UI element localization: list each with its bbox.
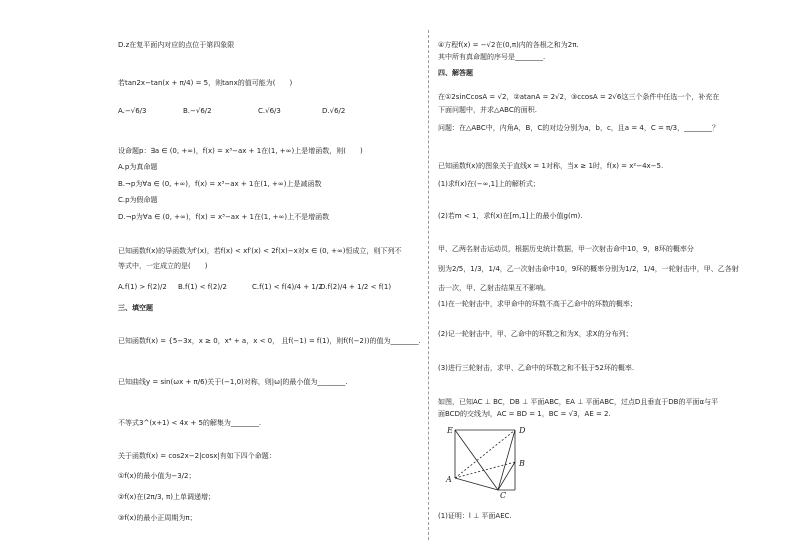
geometry-figure	[440, 420, 540, 500]
question-piecewise: 已知函数f(x) = {5−3x，x ≥ 0，x⁴ + a，x < 0， 且f(−1) = f(1)，则f(f(−2))的值为________.	[118, 337, 421, 345]
question-shooting: 甲、乙两名射击运动员，根据历史统计数据，甲一次射击命中10，9，8环的概率分	[438, 245, 694, 253]
option-a: A.f(1) > f(2)/2	[118, 283, 167, 291]
question-derivative: 已知函数f(x)的导函数为f′(x)，若f(x) < xf′(x) < 2f(x)−x对x ∈ (0, +∞)恒成立，则下列不	[118, 247, 402, 255]
subquestion-1: (1)求f(x)在(−∞,1]上的解析式；	[438, 180, 540, 188]
question-cos: 关于函数f(x) = cos2x−2|cosx|有如下四个命题：	[118, 452, 276, 460]
subquestion-3: (3)进行三轮射击，求甲、乙命中的环数之和不低于52环的概率.	[438, 364, 635, 372]
option-b: B.¬p为∀a ∈ (0, +∞)，f(x) = x³−ax + 1在(1, +∞)上是减函数	[118, 180, 322, 188]
question-symmetry: 已知函数f(x)的图象关于直线x = 1对称，当x ≥ 1时，f(x) = x²−4x−5.	[438, 162, 664, 170]
question-shooting-cont2: 击一次，甲、乙射击结果互不影响。	[438, 284, 550, 292]
question-prompt: 其中所有真命题的序号是________.	[438, 53, 546, 61]
option-a: A.p为真命题	[118, 163, 158, 171]
question-proposition: 设命题p：∃a ∈ (0, +∞)，f(x) = x³−ax + 1在(1, +∞)上是增函数，则( )	[118, 147, 363, 155]
statement-2: ②f(x)在(2π/3, π)上单调递增；	[118, 493, 215, 501]
section-heading-answer: 四、解答题	[438, 69, 473, 77]
statement-3: ③f(x)的最小正周期为π；	[118, 514, 197, 522]
subquestion-1: (1)在一轮射击中，求甲命中的环数不高于乙命中的环数的概率；	[438, 300, 637, 308]
point-label-b: B	[519, 459, 525, 468]
option-b: B.f(1) < f(2)/2	[178, 283, 227, 291]
column-divider	[428, 30, 429, 540]
option-d: D.√6/2	[322, 107, 346, 115]
option-c: C.√6/3	[258, 107, 281, 115]
question-triangle: 在①2sinCcosA = √2，②atanA = 2√2，③ccosA = 2√6这三个条件中任选一个，补充在	[438, 93, 720, 101]
subquestion-1: (1)证明：l ⊥ 平面AEC.	[438, 512, 512, 520]
question-triangle-problem: 问题：在△ABC中，内角A，B，C的对边分别为a，b，c，且a = 4，C = π/3，________？	[438, 124, 720, 132]
option-d: D.¬p为∀a ∈ (0, +∞)，f(x) = x³−ax + 1在(1, +∞)上不是增函数	[118, 213, 330, 221]
statement-1: ①f(x)的最小值为−3/2；	[118, 472, 196, 480]
option-b: B.−√6/2	[183, 107, 212, 115]
question-inequality: 不等式3^(x+1) < 4x + 5的解集为________.	[118, 419, 262, 427]
option-a: A.−√6/3	[118, 107, 147, 115]
option-d-text: D.z在复平面内对应的点位于第四象限	[118, 41, 235, 49]
question-tan: 若tan2x−tan(x + π/4) = 5，则tanx的值可能为( )	[118, 79, 293, 87]
question-curve: 已知曲线y = sin(ωx + π/6)关于(−1,0)对称，则|ω|的最小值为________.	[118, 378, 348, 386]
question-triangle-cont: 下面问题中，并求△ABC的面积.	[438, 106, 537, 114]
point-label-e: E	[447, 426, 453, 435]
option-c: C.f(1) < f(4)/4 + 1/2	[252, 283, 323, 291]
subquestion-2: (2)记一轮射击中，甲、乙命中的环数之和为X，求X的分布列；	[438, 330, 633, 338]
option-c: C.p为假命题	[118, 196, 158, 204]
point-label-c: C	[500, 491, 507, 500]
option-d: D.f(2)/4 + 1/2 < f(1)	[320, 283, 392, 291]
question-shooting-cont: 别为2/5，1/3，1/4，乙一次射击命中10，9环的概率分别为1/2，1/4，一轮射击中，甲、乙各射	[438, 265, 739, 273]
question-geometry-cont: 面BCD的交线为l，AC = BD = 1，BC = √3，AE = 2.	[438, 410, 611, 418]
statement-4: ④方程f(x) = −√2在(0,π)内的各根之和为2π.	[438, 41, 579, 49]
point-label-d: D	[519, 426, 526, 435]
point-label-a: A	[446, 475, 452, 484]
section-heading-fill: 三、填空题	[118, 304, 153, 312]
question-geometry: 如图，已知AC ⊥ BC，DB ⊥ 平面ABC，EA ⊥ 平面ABC，过点D且垂直于DB的平面α与平	[438, 398, 719, 406]
subquestion-2: (2)若m < 1，求f(x)在[m,1]上的最小值g(m).	[438, 212, 583, 220]
question-derivative-cont: 等式中，一定成立的是( )	[118, 262, 208, 270]
